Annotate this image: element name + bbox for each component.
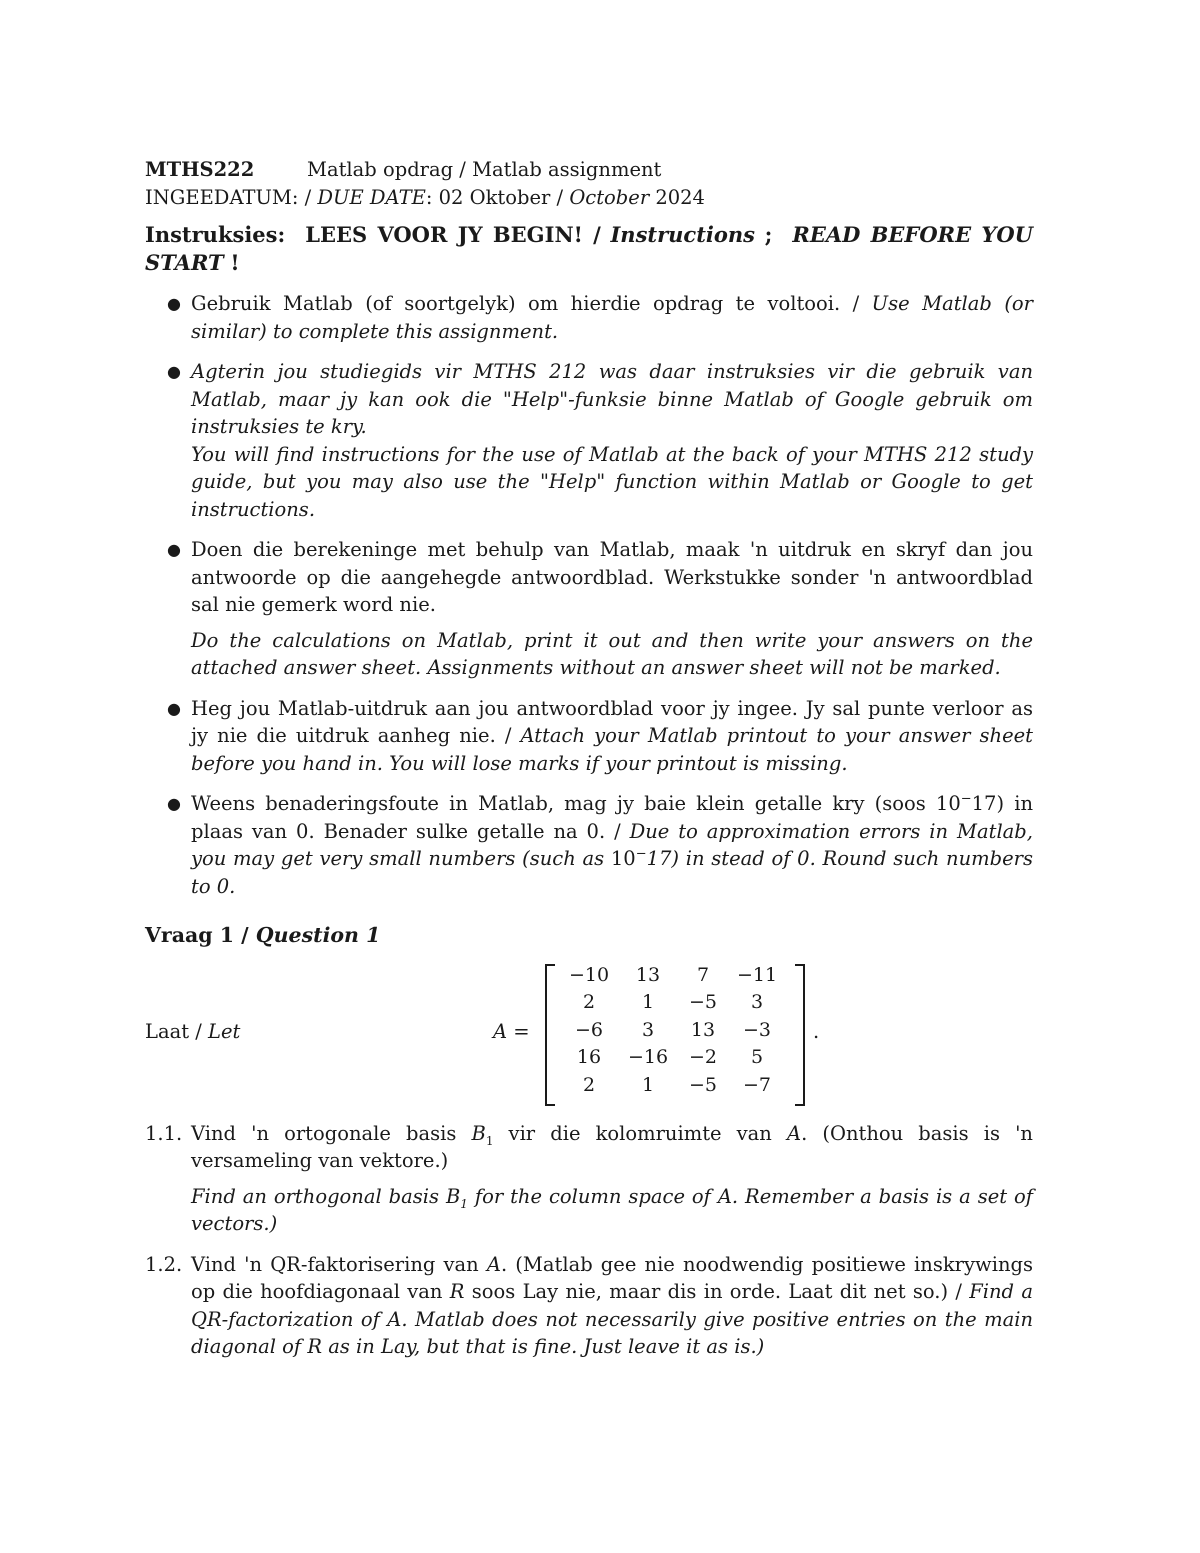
q11-en-b: for the column space of xyxy=(467,1184,718,1208)
bullet-icon: ● xyxy=(167,698,181,718)
instructions-sep: ; xyxy=(764,222,773,247)
instructions-heading xyxy=(145,221,1033,277)
due-label-af: INGEEDATUM: xyxy=(145,185,299,209)
matrix-cell: −2 xyxy=(688,1046,717,1068)
bullet-3-af: Doen die berekeninge met behulp van Matlab, maak 'n uitdruk en skryf dan jou antwoorde op die aangehegde antwoordblad. Werkstukke sonder 'n antwoordblad sal nie gemerk word nie. xyxy=(191,538,1033,616)
header-line-2 xyxy=(145,184,1033,212)
due-label-en: DUE DATE xyxy=(317,185,426,209)
matrix-cell: 1 xyxy=(641,1073,655,1096)
matrix-table xyxy=(559,962,785,1100)
matrix-row xyxy=(559,1072,785,1100)
matrix-a xyxy=(545,962,805,1106)
right-bracket xyxy=(795,964,805,1106)
q12-number: 1.2. xyxy=(145,1252,183,1276)
question-1-label-af: Vraag 1 / xyxy=(145,923,256,947)
question-1-label-en: Question 1 xyxy=(255,923,381,947)
let-label xyxy=(145,1018,240,1046)
bullet-4-af: Heg jou Matlab-uitdruk aan jou antwoordblad voor jy ingee. Jy sal punte verloor as jy nie die uitdruk aanheg nie. / xyxy=(191,696,1033,747)
matrix-cell: −3 xyxy=(742,1018,771,1041)
due-date-af: : 02 Oktober / xyxy=(425,185,570,209)
q11-af-a: Vind 'n ortogonale basis xyxy=(191,1121,472,1145)
bullet-5-en-post: 17) in stead of 0. Round such numbers to 0. xyxy=(191,847,1034,898)
question-1-1 xyxy=(145,1120,1033,1238)
matrix-cell: 2 xyxy=(582,991,596,1013)
bullet-icon: ● xyxy=(167,294,181,313)
instructions-label-en: Instructions xyxy=(610,222,755,247)
question-1-2 xyxy=(145,1251,1033,1361)
let-en: Let xyxy=(208,1019,241,1043)
q11-basis: B xyxy=(471,1121,486,1145)
matrix-cell: 13 xyxy=(635,963,661,986)
list-item xyxy=(145,358,1033,523)
matrix-cell: 13 xyxy=(690,1018,716,1041)
q11-en-sub: 1 xyxy=(460,1196,468,1211)
bullet-5-af-exp: − xyxy=(960,791,972,807)
matrix-definition xyxy=(145,962,1033,1110)
q11-af-c: . (Onthou basis is 'n versameling van vektore.) xyxy=(191,1121,1033,1172)
matrix-cell: 3 xyxy=(641,1018,655,1041)
due-sep: / xyxy=(298,185,318,209)
assignment-title: Matlab opdrag / Matlab assignment xyxy=(307,158,662,181)
matrix-name: A = xyxy=(493,1019,530,1043)
bullet-4-en: Attach your Matlab printout to your answer sheet before you hand in. You will lose marks if your printout is missing. xyxy=(191,724,1033,775)
bullet-5-af-post: 17) in plaas van 0. Benader sulke getalle na 0. / xyxy=(191,792,1034,843)
header-line-1 xyxy=(145,156,1033,184)
matrix-cell: 1 xyxy=(641,991,655,1013)
q11-en-a: Find an orthogonal basis xyxy=(191,1184,446,1208)
matrix-row xyxy=(559,989,785,1017)
course-code: MTHS222 xyxy=(145,158,255,181)
instructions-list xyxy=(145,290,1033,900)
q11-var: A xyxy=(786,1121,802,1145)
q11-en-c: . Remember a basis is a set of vectors.) xyxy=(191,1184,1033,1235)
matrix-cell: 3 xyxy=(750,991,764,1013)
list-item xyxy=(145,536,1033,682)
bullet-5-af-pre: Weens benaderingsfoute in Matlab, mag jy baie klein getalle kry (soos 10 xyxy=(191,792,961,815)
bullet-2-en: You will find instructions for the use of Matlab at the back of your MTHS 212 study guide, but you may also use the "Help" function within Matlab or Google to get instructions. xyxy=(191,442,1033,521)
instructions-text-af: LEES VOOR JY BEGIN! / xyxy=(305,222,601,247)
matrix-row xyxy=(559,1017,785,1045)
q12-r: R xyxy=(449,1280,465,1303)
matrix-cell: 2 xyxy=(582,1073,596,1096)
matrix-body xyxy=(559,962,785,1100)
q12-af-c: soos Lay nie, maar dis in orde. Laat dit net so.) / xyxy=(464,1280,970,1303)
bullet-5-en-exp: − xyxy=(635,846,647,862)
matrix-cell: −10 xyxy=(568,963,610,986)
bullet-icon: ● xyxy=(167,794,181,813)
instructions-label-af: Instruksies: xyxy=(145,222,286,247)
document-content xyxy=(145,156,1033,1374)
bullet-3-en: Do the calculations on Matlab, print it out and then write your answers on the attached answer sheet. Assignments without an answer sheet will not be marked. xyxy=(191,628,1033,679)
bullet-5-en-base: 10 xyxy=(610,847,636,870)
matrix-cell: −5 xyxy=(688,991,717,1013)
bullet-2-af: Agterin jou studiegids vir MTHS 212 was daar instruksies vir die gebruik van Matlab, maar jy kan ook die "Help"-funksie binne Matlab of Google gebruik om instruksies te kry. xyxy=(191,360,1033,438)
q12-en-a: Find a QR-factorization of xyxy=(191,1280,1033,1331)
q11-sub: 1 xyxy=(485,1133,494,1148)
q12-en-b: . Matlab does not necessarily give positive entries on the main diagonal of xyxy=(191,1307,1033,1358)
matrix-cell: −16 xyxy=(627,1046,669,1068)
question-1-parts xyxy=(145,1120,1033,1361)
q11-af xyxy=(191,1120,1033,1175)
q12-en-var: A xyxy=(387,1307,402,1331)
matrix-cell: −11 xyxy=(736,963,778,986)
list-item xyxy=(145,695,1033,778)
question-1-heading xyxy=(145,922,1033,950)
instructions-bang: ! xyxy=(230,250,240,275)
q12-en-r: R xyxy=(307,1335,323,1358)
matrix-cell: −6 xyxy=(574,1018,603,1041)
due-month-en: October xyxy=(569,185,650,209)
matrix-end: . xyxy=(813,1019,820,1043)
q11-number: 1.1. xyxy=(145,1121,183,1145)
matrix-cell: 5 xyxy=(750,1046,764,1068)
matrix-cell: −7 xyxy=(742,1073,771,1096)
let-af: Laat / xyxy=(145,1019,209,1043)
bullet-icon: ● xyxy=(167,540,181,559)
left-bracket xyxy=(545,964,555,1106)
matrix-row xyxy=(559,962,785,990)
list-item xyxy=(145,290,1033,345)
matrix-cell: −5 xyxy=(688,1073,717,1096)
q12-var: A xyxy=(486,1252,501,1276)
q12-af-b: . (Matlab gee nie noodwendig positiewe inskrywings op die hoofdiagonaal van xyxy=(191,1252,1033,1303)
q11-en xyxy=(191,1183,1033,1238)
list-item xyxy=(145,790,1033,900)
bullet-5-en-pre: Due to approximation errors in Matlab, you may get very small numbers (such as xyxy=(191,819,1033,870)
matrix-row xyxy=(559,1044,785,1072)
due-year: 2024 xyxy=(649,185,705,209)
bullet-1-af: Gebruik Matlab (of soortgelyk) om hierdie opdrag te voltooi. / xyxy=(191,292,872,315)
q12-en-c: as in Lay, but that is fine. Just leave it as is.) xyxy=(322,1335,765,1358)
bullet-icon: ● xyxy=(167,362,181,381)
matrix-cell: 16 xyxy=(576,1046,602,1068)
q12-af-a: Vind 'n QR-faktorisering van xyxy=(191,1252,487,1276)
matrix-cell: 7 xyxy=(696,963,710,986)
q11-en-var: A xyxy=(717,1184,732,1208)
q11-af-b: vir die kolomruimte van xyxy=(493,1121,787,1145)
bullet-1-en: Use Matlab (or similar) to complete this assignment. xyxy=(191,292,1033,343)
q11-en-basis: B xyxy=(445,1184,461,1208)
instructions-text-en: READ BEFORE YOU START xyxy=(145,222,1033,275)
